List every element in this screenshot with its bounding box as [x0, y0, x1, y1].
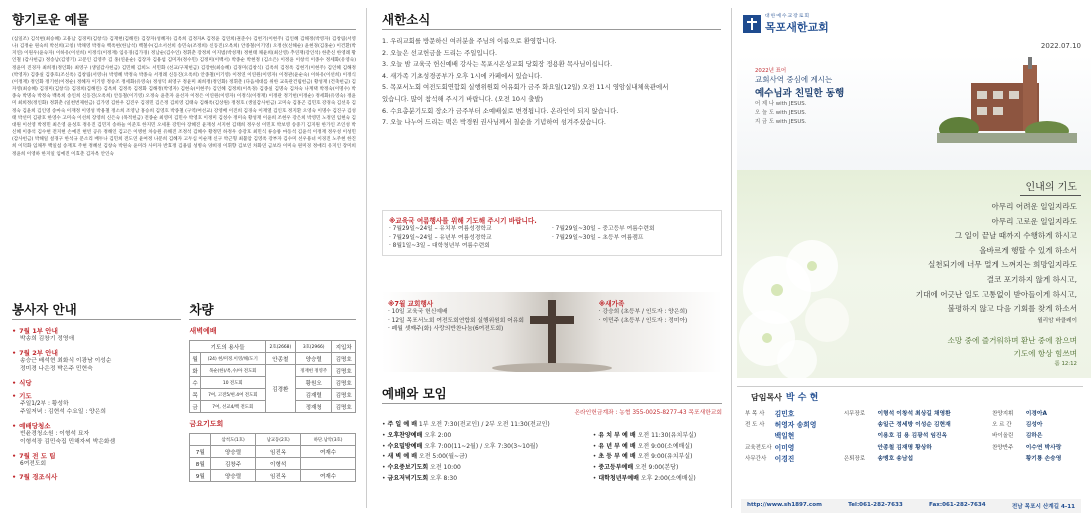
staff-entry: 부 목 사	[745, 411, 765, 417]
fax-number: Fax:061-282-7634	[928, 502, 986, 508]
news-item: 6. 수요총분기도회 장소가 금주부터 소예배실로 변경됩니다. 온라인이 되지 않습니다.	[382, 106, 619, 115]
prayer-section	[737, 170, 1091, 378]
prayer-author: 윌리암 바클레이	[1037, 317, 1077, 324]
offering-heading	[12, 10, 356, 30]
prayer-line: 아무리 고로운 일일지라도	[991, 216, 1077, 226]
staff-entry: 찬양반주	[992, 444, 1014, 451]
staff-entry: 찬양지휘	[992, 411, 1014, 417]
summer-event: · 7월29일~30일 – 초등부 여름캠프	[552, 234, 644, 241]
service-list	[12, 326, 181, 481]
worship-time: 오전 5:00(월~금)	[418, 453, 468, 461]
slogan-line5: 지 금 도 with JESUS.	[755, 119, 807, 125]
summer-events-box	[382, 210, 722, 256]
worship-name: 주 일 예 배	[387, 421, 417, 428]
staff-entry: 이경아A	[1025, 411, 1047, 417]
staff-entry: 바이올린	[992, 433, 1014, 440]
worship-item	[382, 452, 593, 463]
meeting-line: · 10일 교육국 헌신예배	[388, 309, 448, 315]
worship-item	[593, 463, 722, 474]
summer-title: ※교육국 여름행사를 위해 기도해 주시기 바랍니다.	[389, 217, 537, 225]
staff-list	[737, 409, 1083, 465]
table-header: 3호(2966)	[295, 341, 332, 353]
staff-entry: 백일현	[774, 432, 795, 441]
staff-entry	[844, 443, 878, 454]
worship-name: 수요중보기도회	[387, 464, 429, 472]
staff-entry	[745, 431, 775, 442]
service-group-line: 송승근 배석현 최화식 이광남 이성순	[20, 357, 112, 364]
staff-entry	[844, 431, 878, 442]
worship-item	[382, 442, 593, 453]
event-boxes	[382, 294, 722, 338]
worship-time: 오후 7:00(11~2월) / 오후 7:30(3~10월)	[424, 442, 538, 450]
slogan-line4: 오 늘 도 with JESUS.	[755, 110, 807, 116]
newfam-line: · 이민주 (초등부 / 인도자 : 정미아)	[598, 317, 688, 324]
prayer-text	[916, 200, 1077, 326]
service-group-line: 주일저녁 : 김현석 수요일 : 양은희	[20, 409, 106, 415]
service-group	[12, 378, 181, 387]
church-name: 목포새한교회	[765, 21, 829, 34]
staff-entry: 전 도 사	[745, 422, 765, 429]
worship-time: 오전 9:00(유치부실)	[637, 453, 693, 461]
news-item: 2. 오늘은 선교헌금을 드리는 주일입니다.	[382, 48, 498, 57]
news-item: 3. 오늘 밤 교육국 헌신예배 강사는 목포시온성교회 당회장 정용환 목사님이십니다.	[382, 60, 613, 69]
staff-entry	[844, 420, 878, 431]
dawn-vehicle-table	[189, 340, 356, 413]
summer-event: · 7월29일~24일 – 유치부 여름성경학교	[389, 226, 492, 232]
yearly-slogan	[755, 66, 844, 126]
verse-line2: 기도에 항상 힘쓰며	[1013, 349, 1077, 358]
staff-entry: 허영자 송희영	[774, 421, 817, 430]
service-group	[12, 421, 181, 447]
service-group-title: • 7월 2부 안내	[12, 348, 181, 357]
news-item: 1. 우리교회를 방문하신 여러분을 주님의 이름으로 환영합니다.	[382, 37, 557, 45]
service-group-line: 박송희 김창기 정영애	[20, 336, 75, 342]
right-panel	[737, 0, 1091, 516]
worship-title: 예배와 모임	[382, 386, 453, 401]
service-group-title: • 7월 1부 안내	[12, 326, 181, 335]
prayer-line: 기대에 어긋난 일도 고통없이 받아들이게 하시고,	[915, 289, 1077, 299]
table-row: 8월 김창주 이형석	[190, 458, 356, 470]
service-group	[12, 348, 181, 374]
address: 전남 목포시 산계길 4-11	[1011, 504, 1075, 510]
service-group-line: 주일1/2부 : 황성하	[20, 400, 69, 407]
column-divider	[366, 8, 367, 508]
slogan-line2: 예수님과 친밀한 동행	[755, 88, 845, 99]
news-heading	[382, 10, 721, 30]
vehicle-title: 차량	[189, 302, 219, 317]
worship-time: 오후 8:30	[430, 474, 458, 482]
worship-time: 오후 2:00	[424, 431, 452, 439]
table-row: 목 7여, 고전5/현.4여 전도회 김재렬 김명호	[190, 389, 356, 401]
prayer-title: 인내의 기도	[1026, 178, 1077, 193]
table-row: 월 (24) 현/미정.이영/해/도기 안종철 양승렬 김명호	[190, 353, 356, 365]
prayer-line: 아무리 어려운 일일지라도	[991, 202, 1077, 211]
website-link[interactable]: http://www.sh1897.com	[747, 502, 822, 508]
staff-entry: 송맹호 송남섭	[877, 455, 914, 462]
worship-time: 오전 10:00	[430, 464, 461, 472]
middle-panel	[372, 0, 729, 516]
service-group-title: • 예배당청소	[12, 421, 181, 430]
service-group-line: 정미경 나은정 박은주 민현숙	[20, 366, 93, 372]
worship-name: 유 년 부 예 배	[598, 442, 636, 450]
cross-logo-icon	[743, 15, 761, 33]
online-account: 온라인헌금계좌 : 농협 355-0025-8277-43 목포새한교회	[574, 410, 722, 416]
table-row: 화 목순(한)/옥,수/아 전도회 김경환 정재헌 정영주 김명호	[190, 365, 356, 377]
bulletin-date: 2022.07.10	[1040, 42, 1081, 50]
staff-entry: 이미영	[774, 443, 795, 452]
verse-line1: 소망 중에 즐거워하며 환난 중에 참으며	[947, 336, 1077, 345]
worship-name: 중고등부예배	[598, 464, 634, 472]
summer-event: · 8월1일~3일 – 대학청년부 여름수련회	[389, 243, 490, 249]
service-group-title: • 7월 경조식사	[12, 472, 181, 481]
staff-entry: 사무간사	[745, 455, 767, 462]
service-group	[12, 326, 181, 344]
friday-vehicle-table: 삼척도(1호) 남교동(2호) 하단.남악(3호) 7월 양승렬 임진옥 여재수 8월 김창주 이형석 9월 양승렬 임진옥 여재수	[189, 433, 356, 482]
staff-entry: 안종철 김재명 황상하	[877, 444, 932, 451]
news-list	[382, 36, 721, 129]
prayer-line: 올바르게 행할 수 있게 하소서	[979, 245, 1077, 255]
prayer-line: 불평하지 않고 다음 기회를 찾게 하소서	[947, 304, 1077, 314]
worship-name: 오후찬양예배	[387, 431, 423, 439]
worship-name: 새 벽 예 배	[387, 453, 417, 461]
dawn-subtitle: 새벽예배	[189, 327, 217, 335]
table-row: 수 10 전도회 황원오 김명호	[190, 377, 356, 389]
news-item: 7. 오늘 나누어 드리는 떡은 박경원 권사님께서 칠순을 기념하여 섬겨주셨습니다.	[382, 118, 606, 127]
worship-item	[593, 431, 722, 442]
footer-contact	[741, 499, 1081, 513]
pastor-label: 담임목사	[751, 393, 782, 402]
staff-entry: 이용호 김 용 김광석 임진옥	[877, 433, 948, 440]
staff-entry	[992, 454, 1026, 465]
staff-entry: 김성아	[1025, 422, 1043, 429]
worship-item	[593, 452, 722, 463]
left-panel	[0, 0, 364, 516]
worship-name: 대학청년부예배	[598, 474, 639, 482]
worship-item	[382, 431, 593, 442]
staff-entry: 오 르 간	[992, 422, 1012, 429]
scripture	[948, 334, 1077, 368]
staff-entry: 황기룡 손승영	[1025, 455, 1062, 462]
worship-section	[382, 384, 722, 485]
worship-item	[382, 420, 593, 431]
service-group	[12, 451, 181, 469]
summer-event: · 7월29일~30일 – 중고등부 여름수련회	[552, 226, 655, 232]
staff-entry: 이형석 이창석 최상길 채영환	[877, 411, 951, 417]
news-item: 4. 새가족 기초성경공부가 오후 1시에 카페에서 있습니다.	[382, 71, 543, 80]
service-group-line: 이형석장 김민숙집 민해자씨 박은화셈	[20, 439, 116, 445]
newfam-line: · 강승희 (초등부 / 인도자 : 양은희)	[598, 309, 688, 315]
pastor-name: 박 수 현	[785, 393, 819, 403]
summer-event: · 7월29일~24일 – 유년부 여름성경학교	[389, 234, 492, 241]
staff-entry: 김하은	[1025, 433, 1043, 440]
service-section	[12, 300, 181, 485]
table-header: 지입차	[332, 341, 356, 353]
service-title: 봉사자 안내	[12, 302, 83, 317]
staff-entry: 이경진	[774, 454, 795, 463]
service-group-title: • 기도	[12, 391, 181, 400]
staff-entry: 이수연 박사랑	[1025, 444, 1062, 451]
news-item: 있습니다. 많이 참석해 주시기 바랍니다. (오전 10시 출발)	[382, 94, 544, 103]
phone-number: Tel:061-282-7633	[848, 502, 903, 508]
worship-time: 1부 오전 7:30(전교인) / 2부 오전 11:30(전교인)	[418, 421, 550, 428]
worship-time: 오후 2:00(소예배실)	[640, 474, 696, 482]
slogan-line1: 교회사역 중심에 계시는	[755, 75, 833, 84]
staff-entry: 시무장로	[843, 411, 866, 417]
vehicle-section	[181, 300, 356, 485]
offering-title: 향기로운 예물	[12, 12, 95, 27]
offering-list: (십일조) 김석현(최승혜) 고용남 김경미(김창식) 김재현(김해린) 김장자(성혜자) 김옥희 김정자A 김정윤 김연희(권준수) 김현기(이현주) 김인혜 김해정(박영자) 김창림(서영나) 김정순 원숙희 박선희(고칭) 박채영 박정숙 백옥현(한남석) 백철수(김소서선희 송민숙(조정희) 신동진(오옥희) 안종철(이기영) 오정선(신해순) 윤현경(김홍순) 이건환(박지연) 이원우(윤숙자) 이하유(이선희) 이정식(이정재) 임유경(김가경) 정남순(김수인) 정휘춘 장정희 이지범(박성재) 정현태 채윤희(최산영) 추연재(강인석) 한춘신 한영례 황인철 (감사헌금) 정송남(김영기) 고문인 김영주 김 홍(연윤순) 김장자 김용섭 김미자(정수민) 김정미(이백서) 박종순 박현정 (김소은) 이정윤 이창석 이종수 정세화(유영숙) 정윤미 진경자 최희정(정인화) 최영구 (생일감사헌금) 김민혜 김희노 서민화 (선교/구제헌금) 김장현(최승혜) 김경미(김창식) 김옥희 김정옥 김현기(이현주) 김인혜 김해정(박영자) 김종실 김종호(조신옥) 김창림(서영나) 박영혜 박정숙 박종숙 서정례 신동진(오옥희) 안종철(이기영) 이정연 이연원(이영자) 이정관(윤순숙) 이하유(이선희) 이정식(이정재) 정인화 정기헌(이정순) 정혜자 이기영 정승조 정세화(유영숙) 정성덕 최영구 정윤미 최희정(정인화) 정휘춘 (다음세대를 위한 교육관건립헌금) 황성재 (건축헌금) 김자영(최승혜) 김경미(김창식) 김경희(김해린) 김옥희 김정옥 김정화 김해정(박영자) 김현숙(이현주) 김인혜 김정희(이옥경) 김종실 김명숙 김차숙 나계택 박정숙(이명수) 박종숙 박명숙 박정숙 백옥희 송인희 신동진(오옥희) 안동철(이기영) 오정숙 윤춘자 윤선자 이정은 이연원(이영자) 이정식(이정재) 이정관 정기헌(이정순) 정세화(유영숙) 정윤미 최희정(정인화) 정휘춘 (일천번제헌금) 김가영 김한우 김진우 김경민 김은정 김희영 김태숙 김해옥(김상원) 정정호 (생일감사헌금) 고미숙 김홍곤 김민호 강경숙 김선욱 김정숙 김윤희 김인영 송마숙 이재정 이영성 박용철 정소희 조영남 홍승희 김영호 박종철 (구역/여선교) 강영배 이진희 김경숙 이재열 김인호 정지환 오영숙 이명수 김진구 김성태 박선미 김광호 한영수 고미숙 이선희 장영희 신은숙 (목적헌금) 전종순 최영미 김민수 박영호 이정미 김성수 정미숙 황성재 이윤희 조현우 강은희 박영민 노정연 임현숙 김대원 이선영 박정민 최은영 윤성호 정유진 김민지 송하늘 이준호 한지민 오세훈 강민아 장혜진 윤재성 서지현 김태희 정우성 이민호 박보영 송중기 김지원 한가인 조인성 박신혜 이종석 김수현 전지현 손예진 현빈 공유 정해인 김고은 이병헌 차승원 유해진 조정석 김혜수 황정민 하정우 송강호 최민식 류승룡 마동석 김윤석 이정재 정우성 이성민 (감사헌금) 박해일 설경구 한석규 문소리 배두나 김민희 전도연 윤여정 나문희 김혜자 고두심 이순재 신구 박근형 최불암 김영옥 강부자 김수미 선우용녀 이경진 노주현 한진희 이덕화 임채무 백일섭 송재호 주현 정혜선 김창숙 박원숙 윤미라 사미자 반효정 김용림 성병숙 양희경 이휘향 김보연 차화연 금보라 이미숙 원미경 정애리 유지인 장미희 정윤희 이영하 한지일 임예진 이효춘 김자옥 안인숙	[12, 37, 356, 157]
worship-name: 초 등 부 예 배	[598, 453, 636, 461]
service-group-title: • 식당	[12, 378, 181, 387]
table-row: 9월 양승렬 임진옥 여재수	[190, 470, 356, 482]
prayer-line: 실천되기에 너무 멀게 느껴지는 희망일지라도	[927, 260, 1077, 270]
newfam-title: ※새가족	[598, 300, 625, 308]
pastor-section	[737, 386, 1083, 465]
slogan-year: 2022년 표어	[755, 68, 787, 74]
staff-entry: 송일근 정세방 이성순 김현재	[877, 422, 951, 429]
news-title: 새한소식	[382, 12, 436, 27]
column-divider	[731, 8, 732, 508]
worship-name: 유 치 부 예 배	[598, 431, 636, 439]
church-denomination: 대한예수교장로회	[765, 14, 811, 19]
meeting-line: · 폐월 셋째주(화) 사랑의반찬나눔(6여전도회)	[388, 326, 504, 332]
service-group-line: 빈윤경청소원 : 이형석 묘자	[20, 430, 90, 437]
merged-driver: 김경환	[265, 365, 295, 413]
staff-entry: 김민호	[774, 410, 795, 418]
table-header: 기도의 용사들	[190, 341, 265, 353]
slogan-line3: 어 제 나 with JESUS.	[755, 101, 807, 107]
meeting-line: · 12일 목포서노회 여전도회연합회 실행위원회 어유회	[388, 317, 525, 324]
staff-entry: 교육전도사	[745, 444, 772, 451]
service-group	[12, 391, 181, 417]
news-item: 5. 목포서노회 여전도회연합회 실행위원회 어유회가 금주 화요일(12일) 오전 11시 영암실내체육관에서	[382, 83, 669, 92]
service-group	[12, 472, 181, 481]
friday-subtitle: 금요기도회	[189, 420, 224, 428]
worship-item	[382, 463, 593, 474]
worship-item	[593, 442, 722, 453]
worship-name: 금요저녁기도회	[387, 474, 429, 482]
verse-reference: 롬 12:12	[1054, 361, 1077, 367]
table-row: 7월 양승렬 임진옥 여재수	[190, 446, 356, 458]
worship-item	[382, 474, 593, 485]
table-row: 금 7여, 선교4/백 전도회 정재청 김명호	[190, 401, 356, 413]
worship-time: 오전 11:30(유치부실)	[637, 431, 697, 439]
church-logo	[743, 12, 1083, 35]
table-header: 2호(2668)	[265, 341, 295, 353]
new-family-box	[593, 294, 722, 338]
staff-entry: 은퇴장로	[843, 455, 866, 462]
church-events-box	[382, 294, 593, 338]
worship-name: 수요밀방예배	[387, 442, 423, 450]
service-group-line: 6여전도회	[20, 460, 47, 467]
worship-time: 오전 9:00(소예배실)	[637, 442, 693, 450]
service-group-title: • 7월 전 도 팀	[12, 451, 181, 460]
meeting-title: ※7월 교회행사	[388, 300, 434, 308]
prayer-line: 그 일이 끝날 때까지 수행하게 하시고	[954, 231, 1077, 241]
worship-item	[593, 474, 722, 485]
prayer-line: 결코 포기하지 않게 하시고,	[986, 274, 1077, 284]
worship-time: 오전 9:00(본당)	[635, 464, 679, 472]
